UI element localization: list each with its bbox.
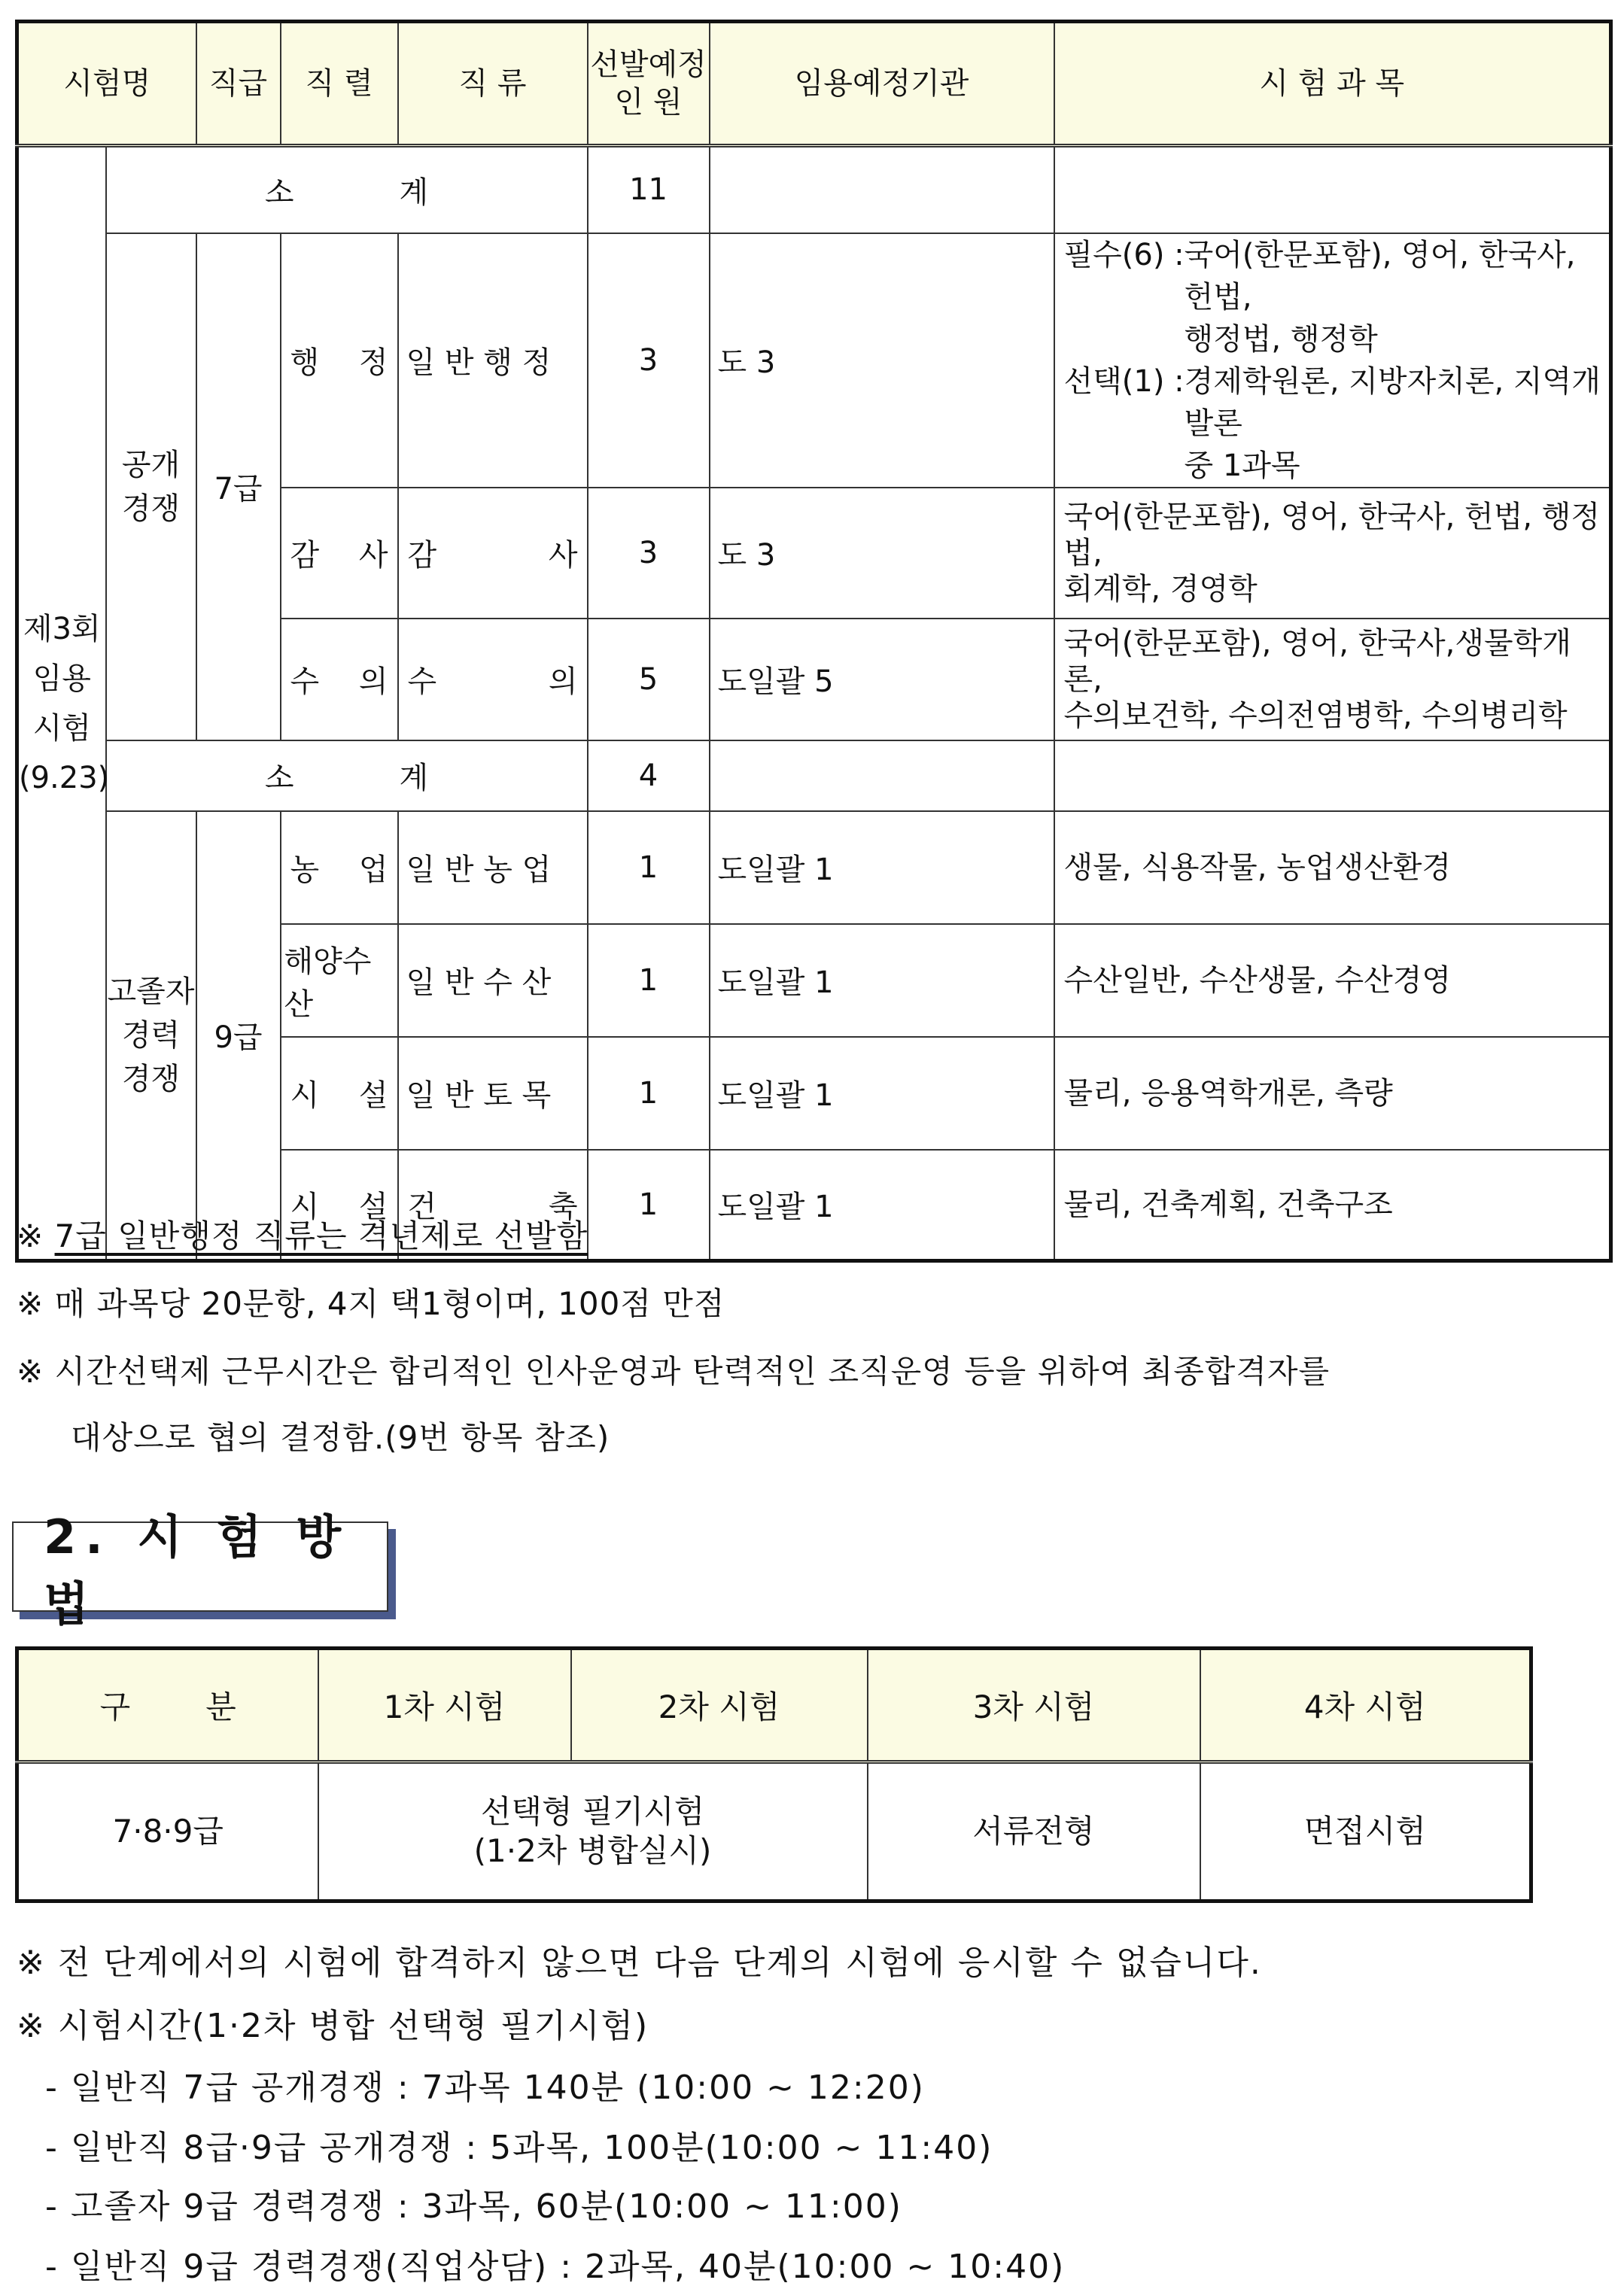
agency-cell: 도일괄 5 xyxy=(710,619,1054,740)
header-stage1: 1차 시험 xyxy=(318,1649,571,1762)
subtotal-subjects xyxy=(1054,740,1611,811)
grade-cell: 9급 xyxy=(196,811,281,1261)
count-cell: 3 xyxy=(588,488,710,619)
exam-name-cell xyxy=(17,146,110,1261)
table-row xyxy=(17,811,1611,924)
exam-time-item: - 일반직 7급 공개경쟁 : 7과목 140분 (10:00 ~ 12:20) xyxy=(45,2069,925,2107)
subjects-cell: 필수(6) : 국어(한문포함), 영어, 한국사, 헌법, 행정법, 행정학 선택(1) : 경제학원론, 지방자치론, 지역개발론 중 1과목 xyxy=(1054,233,1611,488)
category-cell: 일 반 농 업 xyxy=(398,811,588,924)
header-category: 직 류 xyxy=(398,22,588,146)
category-cell: 감 사 xyxy=(398,488,588,619)
count-cell: 1 xyxy=(588,1150,710,1261)
header-division: 구 분 xyxy=(17,1649,318,1762)
method-row xyxy=(17,1762,1531,1901)
header-grade: 직급 xyxy=(196,22,281,146)
subjects-cell: 물리, 건축계획, 건축구조 xyxy=(1054,1150,1611,1261)
subjects-cell: 생물, 식용작물, 농업생산환경 xyxy=(1054,811,1611,924)
exam-method-table xyxy=(15,1646,1533,1903)
recruit-type-cell: 공개 경쟁 xyxy=(106,233,196,740)
header-subjects: 시 험 과 목 xyxy=(1054,22,1611,146)
exam-name-line: 시험 xyxy=(32,710,91,746)
exam-time-item: - 일반직 9급 경력경쟁(직업상담) : 2과목, 40분(10:00 ~ 10:40) xyxy=(45,2248,1066,2286)
note-part-time: ※ 시간선택제 근무시간은 합리적인 인사운영과 탄력적인 조직운영 등을 위하여 최종합격자를 xyxy=(17,1353,1331,1390)
exam-name-line: 제3회 xyxy=(23,611,101,646)
header-stage2: 2차 시험 xyxy=(571,1649,868,1762)
agency-cell: 도 3 xyxy=(710,233,1054,488)
agency-cell: 도일괄 1 xyxy=(710,924,1054,1037)
count-cell: 3 xyxy=(588,233,710,488)
subtotal-count: 11 xyxy=(588,146,710,233)
subtotal-row xyxy=(17,146,1611,233)
series-cell: 시 설 xyxy=(281,1150,398,1261)
note-pass-required: ※ 전 단계에서의 시험에 합격하지 않으면 다음 단계의 시험에 응시할 수 없습니다. xyxy=(17,1944,1262,1982)
exam-name-line: (9.23) xyxy=(19,760,110,795)
series-cell: 농 업 xyxy=(281,811,398,924)
series-cell: 시 설 xyxy=(281,1037,398,1150)
agency-cell: 도일괄 1 xyxy=(710,1037,1054,1150)
agency-cell: 도일괄 1 xyxy=(710,811,1054,924)
note-exam-time: ※ 시험시간(1·2차 병합 선택형 필기시험) xyxy=(17,2007,649,2045)
exam-name-line: 임용 xyxy=(32,661,91,696)
category-cell: 일 반 행 정 xyxy=(398,233,588,488)
header-stage4: 4차 시험 xyxy=(1200,1649,1531,1762)
header-exam-name: 시험명 xyxy=(17,22,196,146)
note-question-format: ※ 매 과목당 20문항, 4지 택1형이며, 100점 만점 xyxy=(17,1285,725,1322)
count-cell: 1 xyxy=(588,811,710,924)
subtotal-subjects xyxy=(1054,146,1611,233)
interview-cell: 면접시험 xyxy=(1200,1762,1531,1901)
series-cell: 감 사 xyxy=(281,488,398,619)
header-stage3: 3차 시험 xyxy=(868,1649,1200,1762)
method-header-row xyxy=(17,1649,1531,1762)
subtotal-row xyxy=(17,740,1611,811)
agency-cell: 도일괄 1 xyxy=(710,1150,1054,1261)
header-count-line2: 인 원 xyxy=(614,85,683,120)
section-title: 2. 시 험 방 법 xyxy=(12,1521,388,1612)
grade-cell: 7·8·9급 xyxy=(17,1762,318,1901)
note-biennial: ※ 7급 일반행정 직류는 격년제로 선발함 xyxy=(17,1217,588,1254)
header-series: 직 렬 xyxy=(281,22,398,146)
category-cell: 건 축 xyxy=(398,1150,588,1261)
written-exam-cell: 선택형 필기시험 (1·2차 병합실시) xyxy=(318,1762,868,1901)
subtotal-label: 소 계 xyxy=(106,740,588,811)
exam-schedule-table xyxy=(15,20,1613,1263)
table-header-row xyxy=(17,22,1611,146)
count-cell: 1 xyxy=(588,1037,710,1150)
subtotal-agency xyxy=(710,146,1054,233)
agency-cell: 도 3 xyxy=(710,488,1054,619)
category-cell: 수 의 xyxy=(398,619,588,740)
subjects-cell: 국어(한문포함), 영어, 한국사, 헌법, 행정법, 회계학, 경영학 xyxy=(1054,488,1611,619)
recruit-type-cell: 고졸자 경력 경쟁 xyxy=(106,811,196,1261)
header-count xyxy=(588,22,710,146)
header-agency: 임용예정기관 xyxy=(710,22,1054,146)
document-screening-cell: 서류전형 xyxy=(868,1762,1200,1901)
subtotal-count: 4 xyxy=(588,740,710,811)
table-row xyxy=(17,233,1611,488)
header-count-line1: 선발예정 xyxy=(590,47,707,82)
subtotal-label: 소 계 xyxy=(106,146,588,233)
subjects-cell: 물리, 응용역학개론, 측량 xyxy=(1054,1037,1611,1150)
subtotal-agency xyxy=(710,740,1054,811)
count-cell: 5 xyxy=(588,619,710,740)
subjects-cell: 국어(한문포함), 영어, 한국사,생물학개론, 수의보건학, 수의전염병학, 수의병리학 xyxy=(1054,619,1611,740)
exam-time-item: - 고졸자 9급 경력경쟁 : 3과목, 60분(10:00 ~ 11:00) xyxy=(45,2187,902,2226)
series-cell: 수 의 xyxy=(281,619,398,740)
series-cell: 행 정 xyxy=(281,233,398,488)
series-cell: 해양수산 xyxy=(281,924,398,1037)
count-cell: 1 xyxy=(588,924,710,1037)
subjects-cell: 수산일반, 수산생물, 수산경영 xyxy=(1054,924,1611,1037)
grade-cell: 7급 xyxy=(196,233,281,740)
category-cell: 일 반 토 목 xyxy=(398,1037,588,1150)
category-cell: 일 반 수 산 xyxy=(398,924,588,1037)
exam-time-item: - 일반직 8급·9급 공개경쟁 : 5과목, 100분(10:00 ~ 11:40) xyxy=(45,2129,993,2167)
note-part-time-cont: 대상으로 협의 결정함.(9번 항목 참조) xyxy=(71,1419,610,1456)
